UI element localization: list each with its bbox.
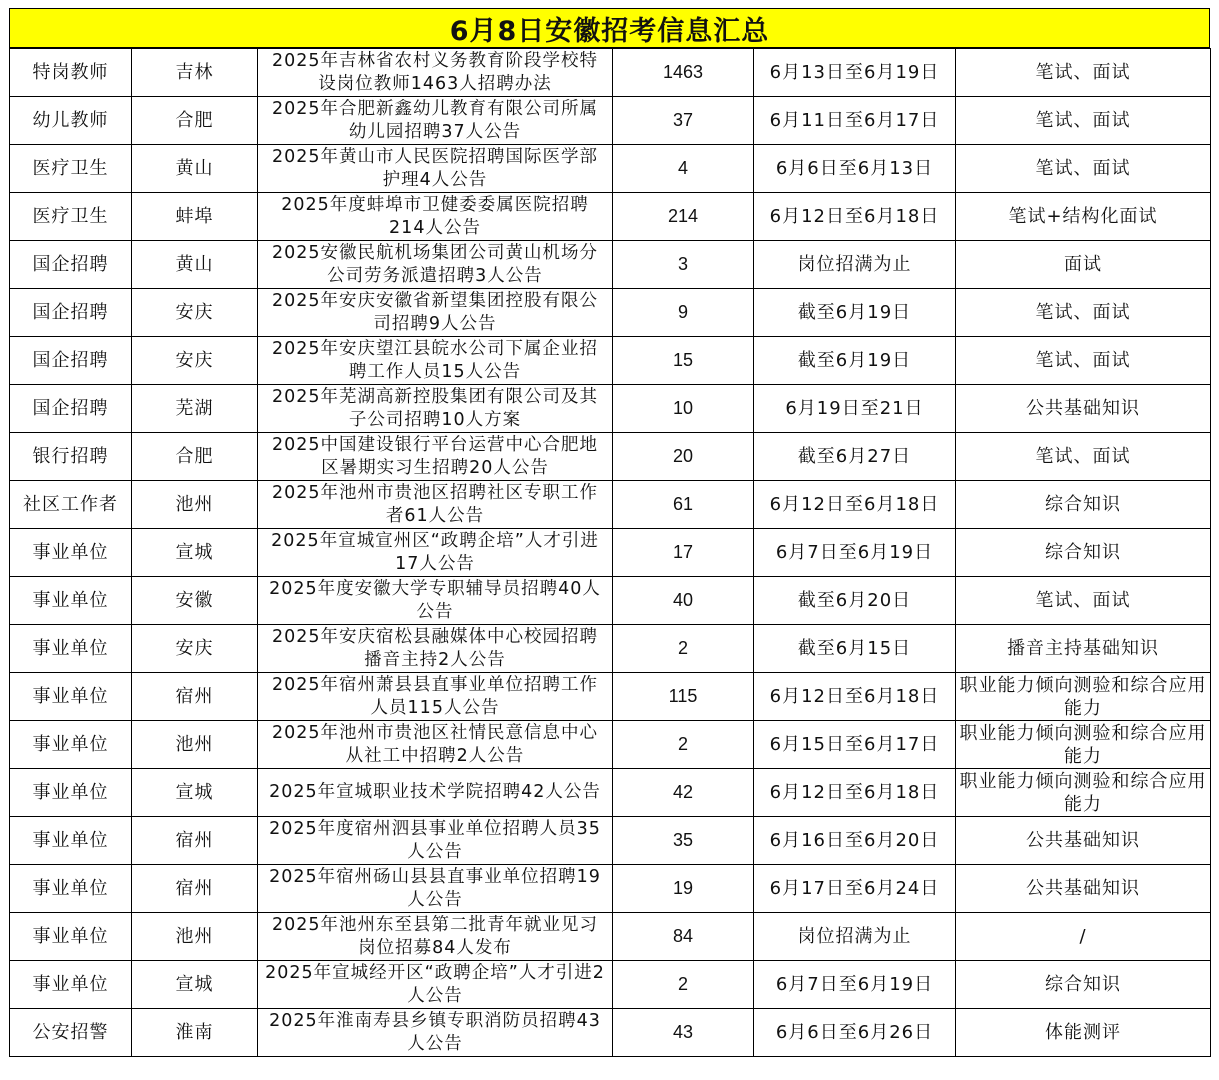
count-cell: 1463	[613, 49, 754, 97]
exam-cell: 职业能力倾向测验和综合应用能力	[956, 673, 1211, 721]
count-cell: 2	[613, 625, 754, 673]
exam-cell: /	[956, 913, 1211, 961]
table-row	[10, 769, 1211, 817]
exam-cell: 播音主持基础知识	[956, 625, 1211, 673]
description-cell: 2025年度蚌埠市卫健委委属医院招聘214人公告	[258, 193, 613, 241]
exam-cell: 笔试、面试	[956, 337, 1211, 385]
period-cell: 6月15日至6月17日	[754, 721, 956, 769]
count-cell: 84	[613, 913, 754, 961]
location-cell: 宣城	[132, 529, 258, 577]
table-row	[10, 865, 1211, 913]
description-cell: 2025年池州东至县第二批青年就业见习岗位招募84人发布	[258, 913, 613, 961]
period-cell: 截至6月20日	[754, 577, 956, 625]
count-cell: 15	[613, 337, 754, 385]
exam-cell: 职业能力倾向测验和综合应用能力	[956, 769, 1211, 817]
location-cell: 宿州	[132, 817, 258, 865]
table-row	[10, 49, 1211, 97]
exam-cell: 笔试+结构化面试	[956, 193, 1211, 241]
location-cell: 芜湖	[132, 385, 258, 433]
count-cell: 2	[613, 721, 754, 769]
table-row	[10, 145, 1211, 193]
category-cell: 银行招聘	[10, 433, 132, 481]
category-cell: 幼儿教师	[10, 97, 132, 145]
location-cell: 宣城	[132, 961, 258, 1009]
exam-cell: 笔试、面试	[956, 289, 1211, 337]
recruitment-table	[9, 48, 1211, 1057]
exam-cell: 笔试、面试	[956, 577, 1211, 625]
category-cell: 事业单位	[10, 577, 132, 625]
table-row	[10, 289, 1211, 337]
description-cell: 2025年宣城职业技术学院招聘42人公告	[258, 769, 613, 817]
table-row	[10, 817, 1211, 865]
period-cell: 6月17日至6月24日	[754, 865, 956, 913]
location-cell: 宿州	[132, 673, 258, 721]
period-cell: 岗位招满为止	[754, 913, 956, 961]
exam-cell: 综合知识	[956, 961, 1211, 1009]
count-cell: 17	[613, 529, 754, 577]
category-cell: 国企招聘	[10, 289, 132, 337]
category-cell: 公安招警	[10, 1009, 132, 1057]
table-body	[10, 49, 1211, 1057]
description-cell: 2025年黄山市人民医院招聘国际医学部护理4人公告	[258, 145, 613, 193]
location-cell: 安庆	[132, 625, 258, 673]
location-cell: 池州	[132, 481, 258, 529]
period-cell: 截至6月27日	[754, 433, 956, 481]
period-cell: 6月11日至6月17日	[754, 97, 956, 145]
description-cell: 2025年淮南寿县乡镇专职消防员招聘43人公告	[258, 1009, 613, 1057]
location-cell: 安徽	[132, 577, 258, 625]
count-cell: 19	[613, 865, 754, 913]
table-row	[10, 337, 1211, 385]
category-cell: 医疗卫生	[10, 145, 132, 193]
description-cell: 2025年安庆宿松县融媒体中心校园招聘播音主持2人公告	[258, 625, 613, 673]
location-cell: 安庆	[132, 289, 258, 337]
count-cell: 37	[613, 97, 754, 145]
category-cell: 国企招聘	[10, 241, 132, 289]
category-cell: 事业单位	[10, 769, 132, 817]
description-cell: 2025中国建设银行平台运营中心合肥地区暑期实习生招聘20人公告	[258, 433, 613, 481]
location-cell: 黄山	[132, 145, 258, 193]
category-cell: 特岗教师	[10, 49, 132, 97]
location-cell: 吉林	[132, 49, 258, 97]
count-cell: 3	[613, 241, 754, 289]
category-cell: 事业单位	[10, 529, 132, 577]
table-row	[10, 241, 1211, 289]
description-cell: 2025年安庆望江县皖水公司下属企业招聘工作人员15人公告	[258, 337, 613, 385]
period-cell: 6月7日至6月19日	[754, 529, 956, 577]
count-cell: 9	[613, 289, 754, 337]
exam-cell: 公共基础知识	[956, 385, 1211, 433]
location-cell: 安庆	[132, 337, 258, 385]
period-cell: 截至6月19日	[754, 337, 956, 385]
count-cell: 115	[613, 673, 754, 721]
category-cell: 医疗卫生	[10, 193, 132, 241]
period-cell: 截至6月15日	[754, 625, 956, 673]
table-row	[10, 385, 1211, 433]
description-cell: 2025年合肥新鑫幼儿教育有限公司所属幼儿园招聘37人公告	[258, 97, 613, 145]
category-cell: 事业单位	[10, 961, 132, 1009]
count-cell: 61	[613, 481, 754, 529]
table-row	[10, 97, 1211, 145]
recruitment-sheet	[9, 8, 1210, 1057]
exam-cell: 笔试、面试	[956, 97, 1211, 145]
description-cell: 2025年宣城宣州区“政聘企培”人才引进17人公告	[258, 529, 613, 577]
table-row	[10, 193, 1211, 241]
table-row	[10, 625, 1211, 673]
period-cell: 6月12日至6月18日	[754, 673, 956, 721]
category-cell: 国企招聘	[10, 385, 132, 433]
category-cell: 国企招聘	[10, 337, 132, 385]
period-cell: 6月6日至6月13日	[754, 145, 956, 193]
count-cell: 35	[613, 817, 754, 865]
table-row	[10, 577, 1211, 625]
table-row	[10, 1009, 1211, 1057]
location-cell: 黄山	[132, 241, 258, 289]
period-cell: 6月6日至6月26日	[754, 1009, 956, 1057]
category-cell: 事业单位	[10, 913, 132, 961]
table-row	[10, 529, 1211, 577]
exam-cell: 职业能力倾向测验和综合应用能力	[956, 721, 1211, 769]
count-cell: 10	[613, 385, 754, 433]
location-cell: 淮南	[132, 1009, 258, 1057]
category-cell: 事业单位	[10, 721, 132, 769]
location-cell: 蚌埠	[132, 193, 258, 241]
exam-cell: 公共基础知识	[956, 817, 1211, 865]
exam-cell: 面试	[956, 241, 1211, 289]
count-cell: 20	[613, 433, 754, 481]
description-cell: 2025年池州市贵池区社情民意信息中心从社工中招聘2人公告	[258, 721, 613, 769]
exam-cell: 笔试、面试	[956, 433, 1211, 481]
table-row	[10, 481, 1211, 529]
location-cell: 宿州	[132, 865, 258, 913]
description-cell: 2025年芜湖高新控股集团有限公司及其子公司招聘10人方案	[258, 385, 613, 433]
table-row	[10, 913, 1211, 961]
location-cell: 合肥	[132, 433, 258, 481]
exam-cell: 笔试、面试	[956, 49, 1211, 97]
exam-cell: 笔试、面试	[956, 145, 1211, 193]
category-cell: 事业单位	[10, 673, 132, 721]
exam-cell: 公共基础知识	[956, 865, 1211, 913]
table-row	[10, 673, 1211, 721]
period-cell: 岗位招满为止	[754, 241, 956, 289]
exam-cell: 综合知识	[956, 529, 1211, 577]
table-row	[10, 961, 1211, 1009]
count-cell: 4	[613, 145, 754, 193]
table-row	[10, 721, 1211, 769]
description-cell: 2025年宣城经开区“政聘企培”人才引进2人公告	[258, 961, 613, 1009]
location-cell: 合肥	[132, 97, 258, 145]
description-cell: 2025年安庆安徽省新望集团控股有限公司招聘9人公告	[258, 289, 613, 337]
location-cell: 池州	[132, 721, 258, 769]
description-cell: 2025年度宿州泗县事业单位招聘人员35人公告	[258, 817, 613, 865]
count-cell: 2	[613, 961, 754, 1009]
period-cell: 6月13日至6月19日	[754, 49, 956, 97]
count-cell: 43	[613, 1009, 754, 1057]
exam-cell: 体能测评	[956, 1009, 1211, 1057]
location-cell: 宣城	[132, 769, 258, 817]
count-cell: 40	[613, 577, 754, 625]
description-cell: 2025年吉林省农村义务教育阶段学校特设岗位教师1463人招聘办法	[258, 49, 613, 97]
category-cell: 社区工作者	[10, 481, 132, 529]
count-cell: 214	[613, 193, 754, 241]
category-cell: 事业单位	[10, 625, 132, 673]
sheet-title: 6月8日安徽招考信息汇总	[9, 8, 1210, 48]
description-cell: 2025年宿州砀山县县直事业单位招聘19人公告	[258, 865, 613, 913]
category-cell: 事业单位	[10, 817, 132, 865]
category-cell: 事业单位	[10, 865, 132, 913]
period-cell: 6月7日至6月19日	[754, 961, 956, 1009]
description-cell: 2025年宿州萧县县直事业单位招聘工作人员115人公告	[258, 673, 613, 721]
location-cell: 池州	[132, 913, 258, 961]
table-row	[10, 433, 1211, 481]
period-cell: 6月19日至21日	[754, 385, 956, 433]
exam-cell: 综合知识	[956, 481, 1211, 529]
period-cell: 6月16日至6月20日	[754, 817, 956, 865]
description-cell: 2025年度安徽大学专职辅导员招聘40人公告	[258, 577, 613, 625]
description-cell: 2025年池州市贵池区招聘社区专职工作者61人公告	[258, 481, 613, 529]
period-cell: 6月12日至6月18日	[754, 769, 956, 817]
count-cell: 42	[613, 769, 754, 817]
period-cell: 截至6月19日	[754, 289, 956, 337]
description-cell: 2025安徽民航机场集团公司黄山机场分公司劳务派遣招聘3人公告	[258, 241, 613, 289]
period-cell: 6月12日至6月18日	[754, 193, 956, 241]
period-cell: 6月12日至6月18日	[754, 481, 956, 529]
